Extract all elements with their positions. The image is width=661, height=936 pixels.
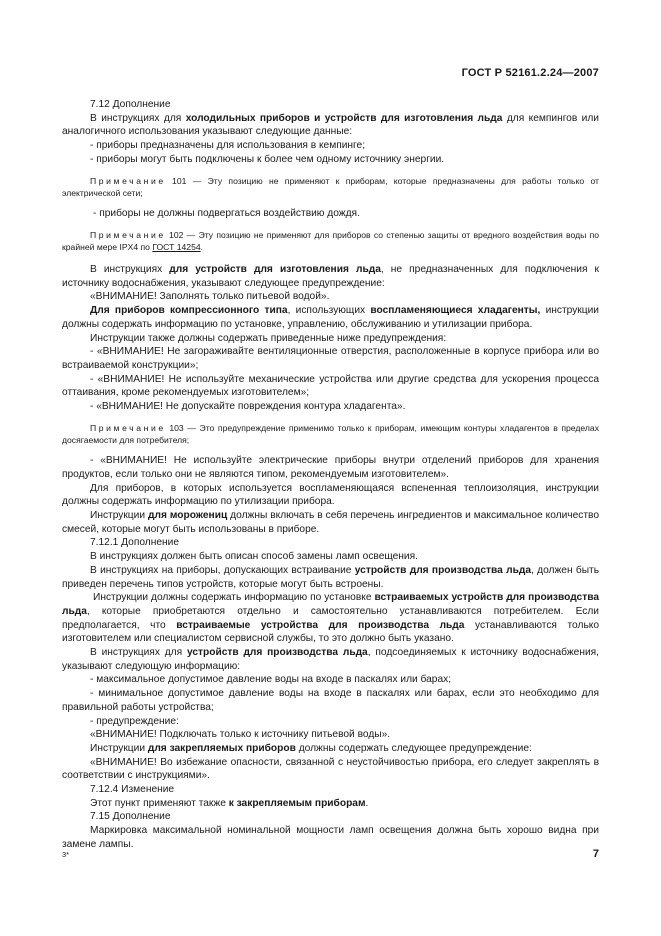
- document-header-id: ГОСТ Р 52161.2.24—2007: [461, 67, 599, 79]
- bold-term: к закрепляемым приборам: [228, 797, 366, 809]
- bold-term: для закрепляемых приборов: [147, 742, 296, 754]
- gost-14254-link[interactable]: ГОСТ 14254: [152, 241, 201, 252]
- footer-signature-mark: 3*: [62, 850, 70, 859]
- warning-electrical-appliances: - «ВНИМАНИЕ! Не используйте электрические приборы внутри отделений приборов для хранения продуктов, если только они не являются типом, рекомендуемым изготовителем».: [62, 455, 599, 480]
- text-run: Этот пункт применяют также: [90, 797, 229, 809]
- text-run: В инструкциях на приборы, допускающих встраивание: [90, 564, 355, 576]
- paragraph-compression-type: [62, 304, 599, 331]
- note-102-text: 102 — Эту позицию не применяют для приборов со степенью защиты от вредного воздействия воды по крайней мере IPX4 по: [62, 229, 599, 252]
- text-run: устанавливаются только изготовителем или специалистом сервисной службы, то это должно быть указано.: [62, 619, 599, 645]
- warning-ventilation: - «ВНИМАНИЕ! Не загораживайте вентиляционные отверстия, расположенные в корпусе прибора или во встраиваемой конструкции»;: [62, 346, 599, 371]
- note-103: [62, 422, 599, 446]
- bold-term: для устройств для изготовления льда: [169, 264, 381, 276]
- list-item-min-pressure: - минимальное допустимое давление воды на входе в паскалях или барах, если это необходимо для правильной работы устройства;: [62, 688, 599, 713]
- text-run: В инструкциях: [90, 264, 170, 276]
- text-run: Инструкции должны содержать информацию по установке: [93, 592, 375, 604]
- list-item-rain: - приборы не должны подвергаться воздействию дождя.: [93, 207, 360, 219]
- note-102-label: Примечание: [90, 229, 166, 240]
- list-item-camping: - приборы предназначены для использования в кемпинге;: [90, 140, 366, 152]
- text-run: , не предназначенных для подключения к источнику водоснабжения, указывают следующее предупреждение:: [62, 264, 600, 289]
- text-run: , использующих: [287, 305, 371, 317]
- paragraph-built-in-installation: [62, 591, 599, 646]
- bold-term: для морожениц: [148, 509, 228, 521]
- bold-term: холодильных приборов и устройств для изготовления льда: [185, 112, 503, 124]
- text-run: , подсоединяемых к источнику водоснабжения, указывают следующую информацию:: [62, 647, 599, 672]
- paragraph-lamp-power-marking: Маркировка максимальной номинальной мощности ламп освещения должна быть хорошо видна при замене лампы.: [62, 825, 599, 850]
- text-run: Инструкции: [90, 742, 148, 754]
- note-102: Примечание 102 — Эту позицию не применяют для приборов со степенью защиты от вредного воздействия воды по крайней мере IPX4 по ГОСТ 14254.: [62, 229, 599, 252]
- section-7-12-4-title: 7.12.4 Изменение: [90, 784, 175, 796]
- paragraph-lamp-replacement: В инструкциях должен быть описан способ замены ламп освещения.: [90, 551, 418, 563]
- bold-term: воспламеняющиеся хладагенты,: [370, 305, 541, 317]
- text-run: должны содержать следующее предупреждение:: [295, 742, 532, 754]
- paragraph-built-in-list: [62, 564, 599, 591]
- note-103-text: 103 — Это предупреждение применимо только к приборам, имеющим контуры хладагентов в пределах досягаемости для потребителя;: [62, 422, 599, 445]
- paragraph-foam-insulation: Для приборов, в которых используется воспламеняющаяся вспененная теплоизоляция, инструкции должны содержать информацию по утилизации прибора.: [62, 482, 599, 508]
- document-body: [62, 98, 599, 852]
- note-101-text: 101 — Эту позицию не применяют к приборам, которые предназначены для работы только от электрической сети;: [62, 175, 599, 198]
- text-run: для кемпингов или аналогичного использования указывают следующие данные:: [62, 112, 599, 138]
- text-run: должны включать в себя перечень ингредиентов и максимальное количество смесей, которые могут быть использованы в приборе.: [62, 509, 599, 535]
- bold-term: встраиваемых устройств для производства льда: [62, 592, 599, 617]
- section-7-15-title: 7.15 Дополнение: [90, 811, 171, 823]
- list-item-warning: - предупреждение:: [90, 715, 179, 727]
- bold-term: устройств для производства льда: [186, 647, 368, 659]
- paragraph-fixed-applies: [62, 797, 599, 811]
- paragraph-warnings-intro: Инструкции также должны содержать приведенные ниже предупреждения:: [90, 332, 447, 344]
- text-run: .: [365, 797, 369, 809]
- note-101-label: Примечание: [90, 175, 166, 186]
- section-7-12-title: 7.12 Дополнение: [90, 99, 171, 110]
- paragraph-water-supply: [62, 646, 599, 673]
- bold-term: встраиваемые устройства для производства льда: [176, 619, 465, 631]
- warning-defrosting: - «ВНИМАНИЕ! Не используйте механические устройства или другие средства для ускорения процесса оттаивания, кроме рекомендуемых изготовителем»;: [62, 373, 599, 399]
- warning-potable-water: «ВНИМАНИЕ! Подключать только к источнику питьевой воды».: [90, 729, 391, 741]
- paragraph-camping-instructions: [62, 112, 599, 139]
- bold-term: устройств для производства льда: [354, 564, 532, 576]
- paragraph-ice-makers: [62, 263, 599, 290]
- text-run: Инструкции: [90, 509, 148, 521]
- list-item-energy-sources: - приборы могут быть подключены к более чем одному источнику энергии.: [90, 153, 445, 165]
- text-run: В инструкциях для: [90, 647, 187, 659]
- warning-drinking-water: «ВНИМАНИЕ! Заполнять только питьевой водой».: [90, 291, 330, 303]
- text-run: , которые приобретаются отдельно и самостоятельно устанавливаются потребителем. Если предполагается, что: [62, 605, 599, 631]
- text-run: В инструкциях для: [90, 112, 186, 124]
- warning-refrigerant-circuit: - «ВНИМАНИЕ! Не допускайте повреждения контура хладагента».: [90, 401, 406, 413]
- paragraph-fixed-appliances: [62, 742, 599, 756]
- page-number: 7: [592, 848, 599, 860]
- paragraph-ice-cream-makers: [62, 509, 599, 536]
- note-101: [62, 175, 599, 199]
- bold-term: Для приборов компрессионного типа: [90, 305, 288, 317]
- text-run: , должен быть приведен перечень типов устройств, которые могут быть встроены.: [62, 564, 600, 590]
- section-7-12-1-title: 7.12.1 Дополнение: [90, 537, 180, 549]
- text-run: инструкции должны содержать информацию по установке, управлению, обслуживанию и утилизации прибора.: [62, 305, 599, 330]
- note-103-label: Примечание: [90, 422, 166, 433]
- list-item-max-pressure: - максимальное допустимое давление воды на входе в паскалях или барах;: [90, 674, 452, 686]
- warning-instability: «ВНИМАНИЕ! Во избежание опасности, связанной с неустойчивостью прибора, его следует закреплять в соответствии с инструкциями».: [62, 756, 599, 782]
